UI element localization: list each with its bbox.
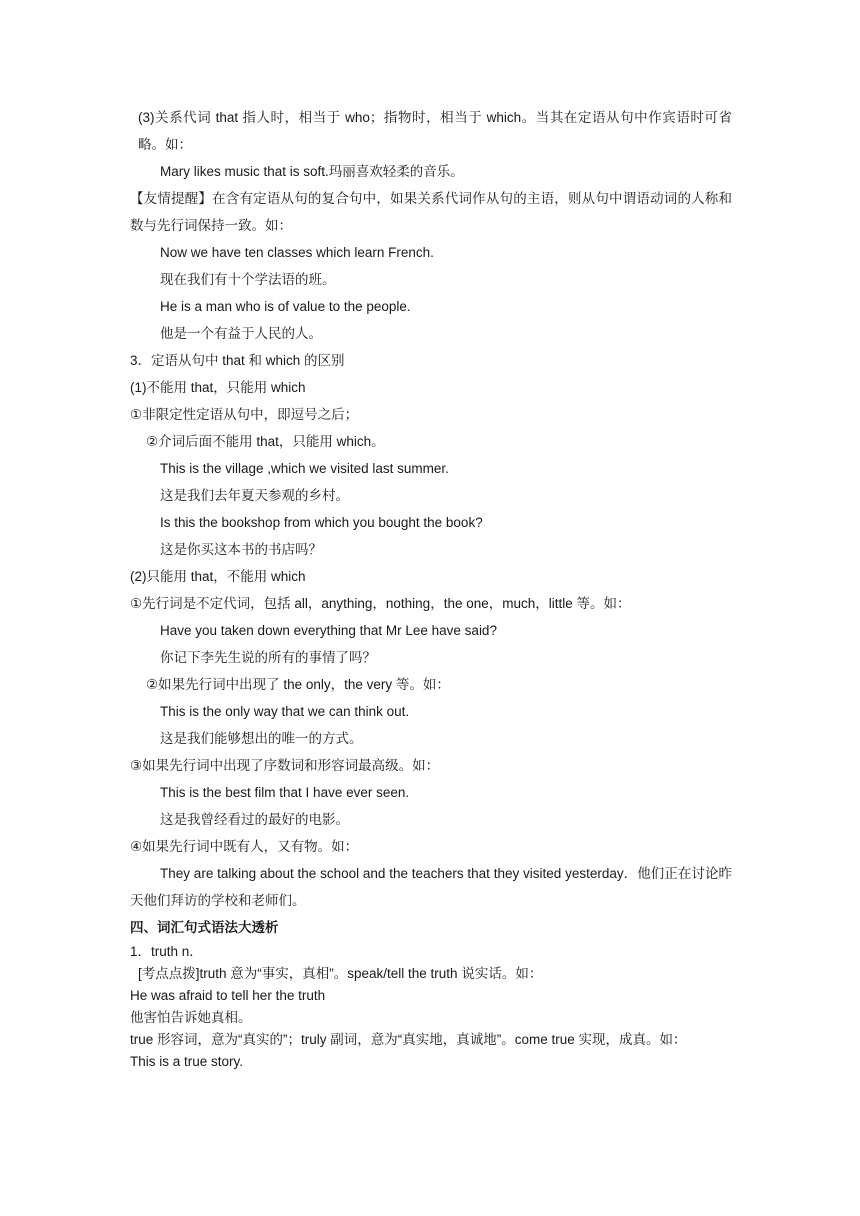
key-point-note: [考点点拨]truth 意为“事实，真相”。speak/tell the truth 说实话。如：	[138, 966, 543, 981]
rule-item: ②如果先行词中出现了 the only，the very 等。如：	[146, 677, 450, 692]
example-translation: 你记下李先生说的所有的事情了吗？	[160, 650, 376, 665]
example-translation: 他是一个有益于人民的人。	[160, 326, 322, 341]
example-translation: 这是我们去年夏天参观的乡村。	[160, 488, 349, 503]
example-translation: 这是你买这本书的书店吗？	[160, 542, 322, 557]
paragraph-relative-pronoun-that: (3)关系代词 that 指人时，相当于 who；指物时，相当于 which。当其在定语从句中作宾语时可省略。如：	[138, 110, 732, 152]
example-sentence: Is this the bookshop from which you bought the book?	[160, 515, 483, 530]
example-sentence: Now we have ten classes which learn French.	[160, 245, 434, 260]
example-sentence: Have you taken down everything that Mr Lee have said?	[160, 623, 497, 638]
example-sentence: This is a true story.	[130, 1054, 244, 1069]
example-sentence: This is the only way that we can think out.	[160, 704, 410, 719]
document-body	[130, 104, 732, 1073]
friendly-reminder-paragraph: 【友情提醒】在含有定语从句的复合句中，如果关系代词作从句的主语，则从句中谓语动词的人称和数与先行词保持一致。如：	[130, 191, 732, 233]
example-translation: 这是我曾经看过的最好的电影。	[160, 812, 349, 827]
rule-item: ④如果先行词中既有人，又有物。如：	[130, 839, 359, 854]
example-sentence: This is the best film that I have ever seen.	[160, 785, 410, 800]
rule-item: ②介词后面不能用 that，只能用 which。	[146, 434, 385, 449]
vocab-entry-heading: 1．truth n．	[130, 944, 203, 959]
example-sentence: This is the village ,which we visited last summer.	[160, 461, 449, 476]
rule-item: ①先行词是不定代词，包括 all，anything，nothing，the one，much，little 等。如：	[130, 596, 631, 611]
example-sentence-with-translation: They are talking about the school and the teachers that they visited yesterday．他们正在讨论昨天他们拜访的学校和老师们。	[130, 866, 732, 908]
example-sentence: Mary likes music that is soft.玛丽喜欢轻柔的音乐。	[160, 164, 464, 179]
subheading-only-that: (2)只能用 that，不能用 which	[130, 569, 306, 584]
section-heading-vocabulary: 四、词汇句式语法大透析	[130, 920, 279, 935]
example-sentence: He was afraid to tell her the truth	[130, 988, 326, 1003]
subheading-only-which: (1)不能用 that，只能用 which	[130, 380, 306, 395]
rule-item: ③如果先行词中出现了序数词和形容词最高级。如：	[130, 758, 440, 773]
example-translation: 这是我们能够想出的唯一的方式。	[160, 731, 363, 746]
rule-item: ①非限定性定语从句中，即逗号之后；	[130, 407, 359, 422]
example-translation: 现在我们有十个学法语的班。	[160, 272, 336, 287]
example-sentence: He is a man who is of value to the people.	[160, 299, 411, 314]
vocab-explanation: true 形容词，意为“真实的”；truly 副词，意为“真实地，真诚地”。come true 实现，成真。如：	[130, 1032, 687, 1047]
example-translation: 他害怕告诉她真相。	[130, 1010, 252, 1025]
section-heading-that-vs-which: 3．定语从句中 that 和 which 的区别	[130, 353, 345, 368]
